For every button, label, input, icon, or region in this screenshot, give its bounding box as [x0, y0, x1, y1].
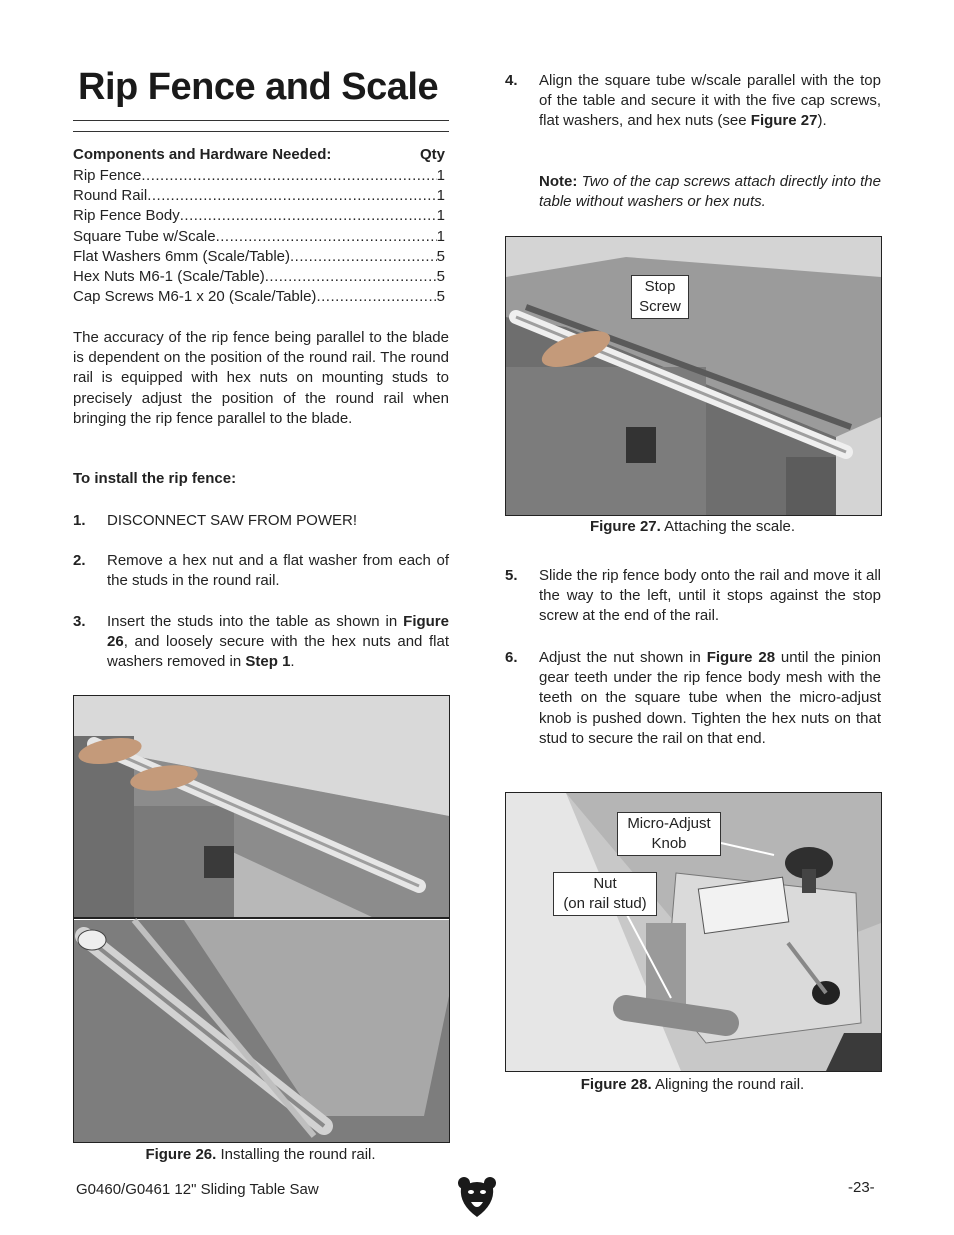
leader-dots — [141, 166, 436, 186]
component-row — [73, 206, 445, 226]
components-title: Components and Hardware Needed: — [73, 146, 332, 163]
step-4-note — [539, 172, 881, 212]
step-number: 4. — [505, 72, 518, 89]
step-number: 2. — [73, 552, 86, 569]
figure-ref: Figure 26 — [107, 613, 449, 651]
figure-26-illustration — [74, 696, 449, 1142]
step-text: Remove a hex nut and a flat washer from each of the studs in the round rail. — [107, 552, 449, 590]
step-number: 1. — [73, 512, 86, 529]
component-qty: 5 — [436, 247, 445, 265]
component-row — [73, 227, 445, 247]
component-name: Rip Fence — [73, 167, 142, 184]
leader-dots — [147, 186, 436, 206]
step-2 — [73, 551, 449, 593]
leader-dots — [180, 206, 437, 226]
footer-model: G0460/G0461 12" Sliding Table Saw — [76, 1181, 319, 1198]
component-row — [73, 186, 445, 206]
component-qty: 1 — [436, 227, 445, 245]
figure-caption-text: Aligning the round rail. — [654, 1076, 805, 1093]
callout-nut: Nut (on rail stud) — [553, 872, 657, 916]
figure-26-caption — [73, 1146, 448, 1163]
title-rule-bottom — [73, 131, 449, 132]
figure-27-illustration — [506, 237, 881, 515]
component-row — [73, 247, 445, 267]
component-row — [73, 166, 445, 186]
leader-dots — [316, 287, 436, 307]
figure-label: Figure 28. — [580, 1076, 652, 1093]
component-qty: 1 — [436, 207, 445, 225]
figure-label: Figure 26. — [145, 1146, 217, 1163]
callout-micro-adjust-knob: Micro-Adjust Knob — [617, 812, 721, 856]
component-name: Hex Nuts M6-1 (Scale/Table) — [73, 268, 265, 286]
note-label: Note: — [539, 173, 578, 190]
component-name: Round Rail — [73, 187, 148, 205]
components-header — [73, 146, 445, 163]
figure-26-photo — [73, 695, 450, 1143]
component-qty: 1 — [436, 187, 445, 205]
figure-28-caption — [505, 1076, 880, 1093]
step-6 — [505, 648, 881, 772]
component-qty: 5 — [436, 268, 445, 286]
component-row — [73, 267, 445, 287]
step-number: 3. — [73, 613, 86, 630]
component-name: Rip Fence Body — [73, 207, 180, 225]
component-row — [73, 287, 445, 307]
figure-caption-text: Installing the round rail. — [220, 1146, 376, 1163]
callout-stop-screw: Stop Screw — [631, 275, 689, 319]
component-name: Square Tube w/Scale — [73, 227, 216, 245]
step-1 — [73, 511, 449, 533]
leader-dots — [265, 267, 437, 287]
step-ref: Step 1 — [245, 653, 291, 671]
leader-dots — [290, 247, 437, 267]
step-5 — [505, 566, 881, 628]
step-text: Align the square tube w/scale parallel with the top of the table and secure it with the five cap screws, flat washers, and hex nuts (see Figure 27). — [539, 72, 881, 130]
install-heading: To install the rip fence: — [73, 470, 237, 487]
figure-27-photo — [505, 236, 882, 516]
leader-dots — [216, 227, 437, 247]
qty-header: Qty — [419, 146, 445, 163]
component-name: Flat Washers 6mm (Scale/Table) — [73, 247, 291, 265]
step-text: Insert the studs into the table as shown in Figure 26, and loosely secure with the hex nuts and flat washers removed in Step 1. — [107, 613, 449, 671]
figure-label: Figure 27. — [589, 518, 661, 535]
note-text: Two of the cap screws attach directly into the table without washers or hex nuts. — [539, 173, 881, 211]
component-name: Cap Screws M6-1 x 20 (Scale/Table) — [73, 288, 317, 306]
bear-logo-icon — [457, 1174, 497, 1218]
intro-paragraph: The accuracy of the rip fence being parallel to the blade is dependent on the position of the round rail. The round rail is equipped with hex nuts on mounting studs to precisely adjust the position of the round rail when bringing the rip fence parallel to the blade. — [73, 329, 449, 427]
step-text: Slide the rip fence body onto the rail and move it all the way to the left, until it stops against the stop screw at the end of the rail. — [539, 567, 881, 625]
component-qty: 1 — [436, 167, 445, 184]
figure-27-caption — [505, 518, 880, 535]
components-list — [73, 166, 445, 307]
step-3 — [73, 612, 449, 674]
step-text: Adjust the nut shown in Figure 28 until the pinion gear teeth under the rip fence body mesh with the teeth on the square tube when the micro-adjust knob is pushed down. Tighten the hex nuts on that stud to secure the rail on that end. — [539, 649, 882, 747]
step-4 — [505, 71, 881, 153]
step-number: 6. — [505, 649, 518, 666]
figure-caption-text: Attaching the scale. — [664, 518, 796, 535]
component-qty: 5 — [436, 288, 445, 306]
page-title: Rip Fence and Scale — [78, 66, 439, 108]
step-text: DISCONNECT SAW FROM POWER! — [107, 512, 358, 529]
page-number: -23- — [848, 1179, 875, 1196]
step-number: 5. — [505, 567, 518, 584]
figure-ref: Figure 28 — [706, 649, 776, 666]
figure-ref: Figure 27 — [750, 112, 818, 130]
title-rule-top — [73, 120, 449, 121]
